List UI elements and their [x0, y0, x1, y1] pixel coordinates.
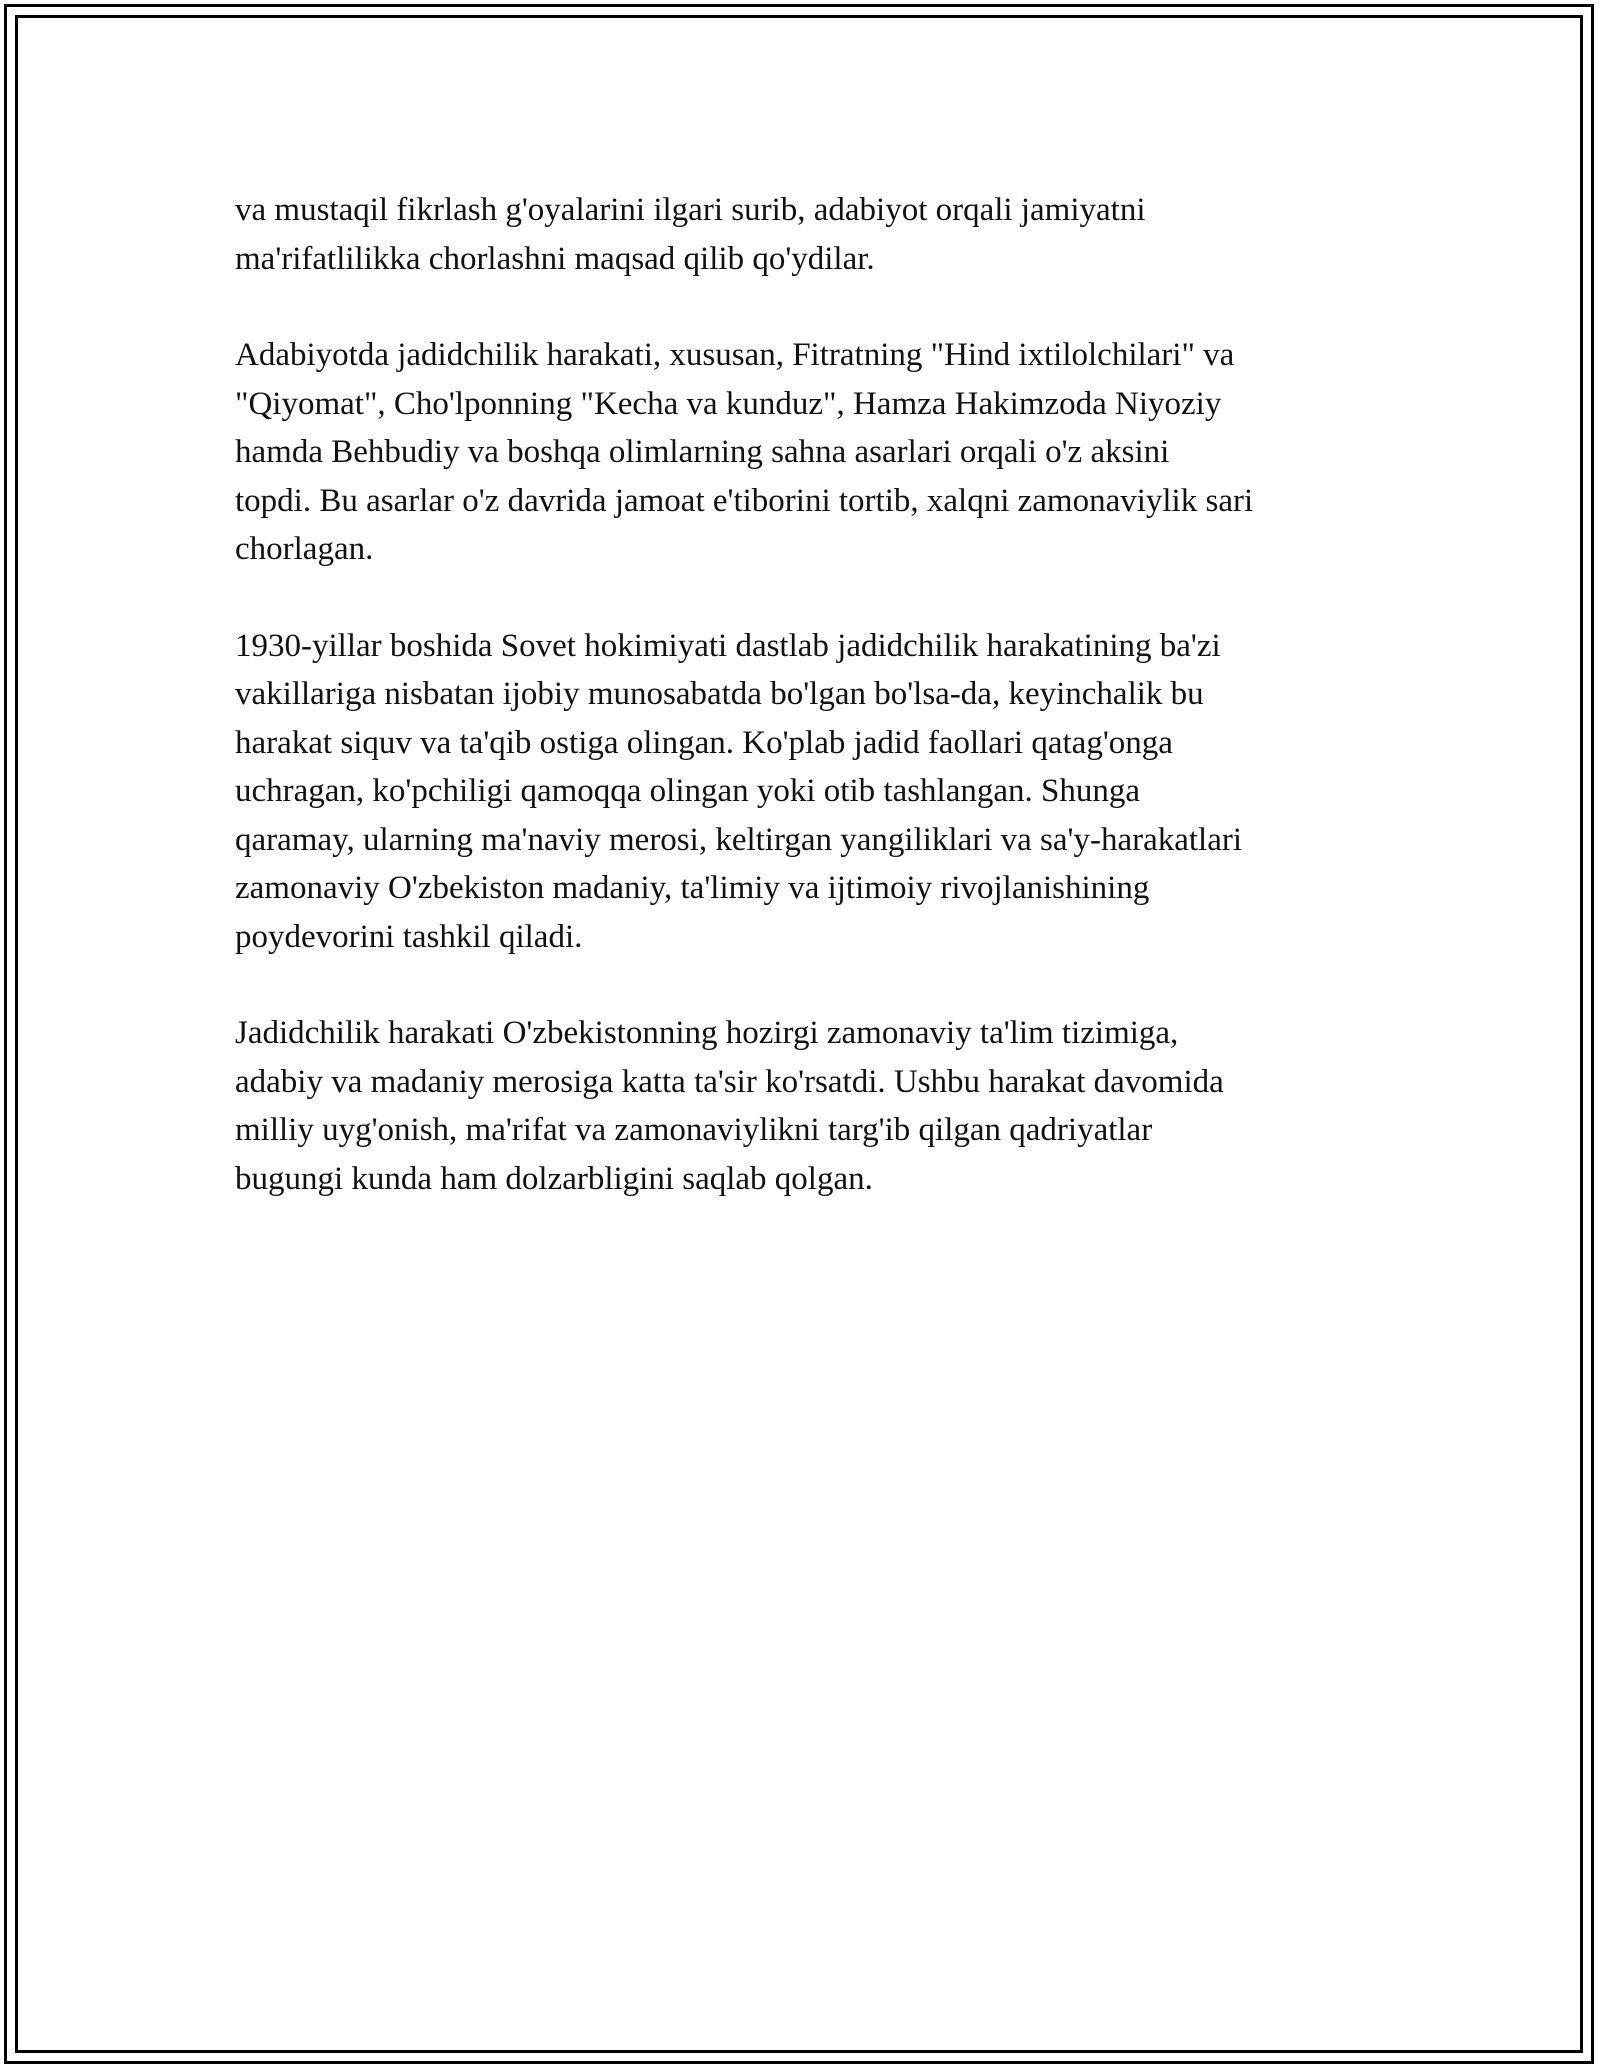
text-line: harakat siquv va ta'qib ostiga olingan. Ko'plab jadid faollari qatag'onga: [235, 724, 1173, 761]
text-line: chorlagan.: [235, 531, 374, 567]
paragraph-4: [235, 1009, 1375, 1203]
document-body: [235, 186, 1375, 1251]
text-line: hamda Behbudiy va boshqa olimlarning sahna asarlari orqali o'z aksini: [235, 434, 1170, 470]
text-line: va mustaqil fikrlash g'oyalarini ilgari surib, adabiyot orqali jamiyatni: [235, 192, 1146, 228]
paragraph-3: [235, 622, 1375, 962]
text-line: 1930-yillar boshida Sovet hokimiyati dastlab jadidchilik harakatining ba'zi: [235, 627, 1221, 664]
text-line: zamonaviy O'zbekiston madaniy, ta'limiy va ijtimoiy rivojlanishining: [235, 870, 1150, 906]
text-line: "Qiyomat", Cho'lponning "Kecha va kunduz", Hamza Hakimzoda Niyoziy: [235, 385, 1222, 422]
text-line: poydevorini tashkil qiladi.: [235, 918, 583, 955]
text-line: uchragan, ko'pchiligi qamoqqa olingan yoki otib tashlangan. Shunga: [235, 773, 1141, 809]
paragraph-1: [235, 186, 1375, 283]
text-line: ma'rifatlilikka chorlashni maqsad qilib qo'ydilar.: [235, 240, 875, 277]
text-line: topdi. Bu asarlar o'z davrida jamoat e'tiborini tortib, xalqni zamonaviylik sari: [235, 482, 1254, 519]
text-line: Jadidchilik harakati O'zbekistonning hozirgi zamonaviy ta'lim tizimiga,: [235, 1015, 1179, 1051]
text-line: milliy uyg'onish, ma'rifat va zamonaviylikni targ'ib qilgan qadriyatlar: [235, 1112, 1153, 1148]
paragraph-2: [235, 331, 1375, 574]
text-line: qaramay, ularning ma'naviy merosi, keltirgan yangiliklari va sa'y-harakatlari: [235, 821, 1243, 858]
text-line: adabiy va madaniy merosiga katta ta'sir ko'rsatdi. Ushbu harakat davomida: [235, 1063, 1224, 1100]
text-line: vakillariga nisbatan ijobiy munosabatda bo'lgan bo'lsa-da, keyinchalik bu: [235, 676, 1204, 712]
text-line: bugungi kunda ham dolzarbligini saqlab qolgan.: [235, 1160, 873, 1197]
text-line: Adabiyotda jadidchilik harakati, xususan, Fitratning "Hind ixtilolchilari" va: [235, 337, 1235, 373]
